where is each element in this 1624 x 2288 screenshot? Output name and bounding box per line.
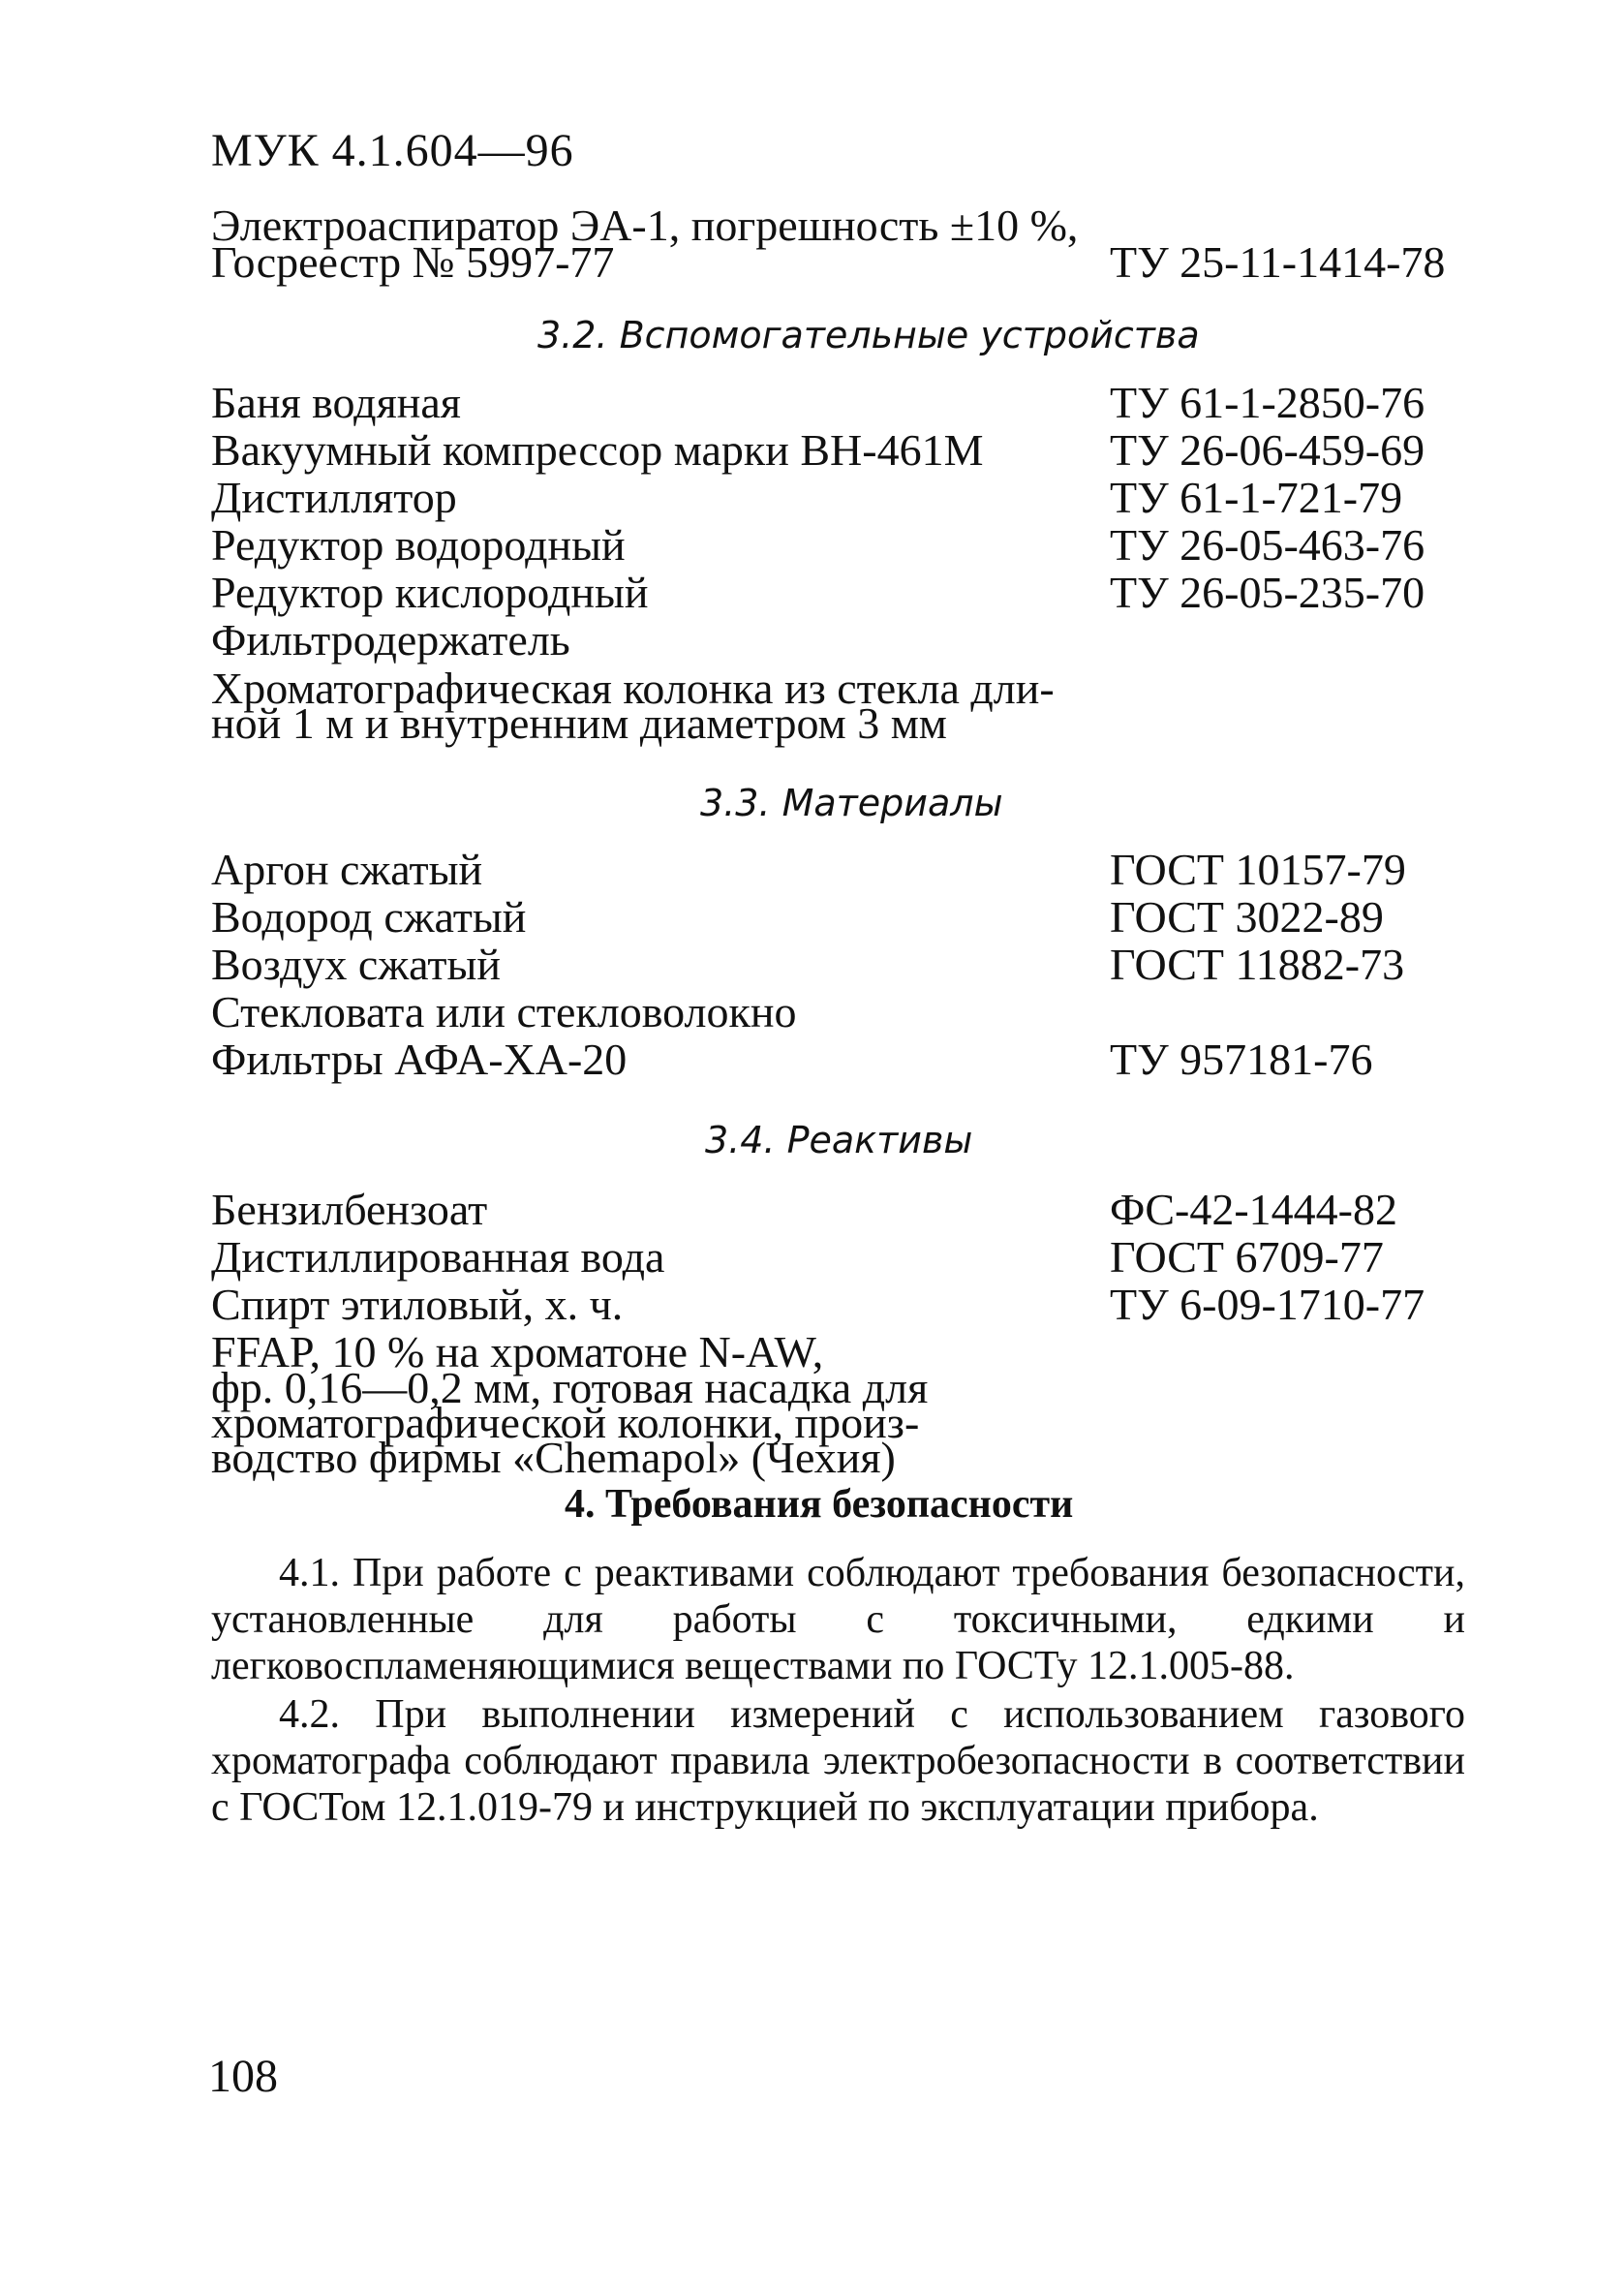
material-item-code: ГОСТ 10157-79	[1110, 845, 1406, 894]
intro-code: ТУ 25-11-1414-78	[1110, 237, 1446, 287]
auxiliary-item-name: Редуктор кислородный	[211, 568, 649, 617]
auxiliary-item-name: Редуктор водородный	[211, 520, 626, 570]
reagent-item-name: фр. 0,16—0,2 мм, готовая насадка для	[211, 1363, 929, 1412]
subsection-title-materials: 3.3. Материалы	[700, 782, 1003, 824]
auxiliary-item-code: ТУ 61-1-721-79	[1110, 473, 1403, 522]
material-item-code: ГОСТ 11882-73	[1110, 940, 1405, 989]
auxiliary-item-code: ТУ 26-06-459-69	[1110, 425, 1425, 475]
page-number: 108	[208, 2051, 278, 2102]
document-code: МУК 4.1.604—96	[211, 125, 574, 176]
reagent-item-name: Спирт этиловый, х. ч.	[211, 1280, 624, 1329]
intro-line-1: Электроаспиратор ЭА-1, погрешность ±10 %,	[211, 201, 1079, 250]
reagent-item-code: ГОСТ 6709-77	[1110, 1232, 1384, 1282]
auxiliary-item-name: Дистиллятор	[211, 473, 457, 522]
subsection-title-reagents: 3.4. Реактивы	[705, 1119, 973, 1161]
auxiliary-item-name: Баня водяная	[211, 378, 461, 427]
reagent-item-name: Бензилбензоат	[211, 1185, 488, 1234]
auxiliary-item-code: ТУ 61-1-2850-76	[1110, 378, 1425, 427]
auxiliary-item-name: Фильтродержатель	[211, 615, 570, 665]
material-item-name: Аргон сжатый	[211, 845, 483, 894]
reagent-item-code: ТУ 6-09-1710-77	[1110, 1280, 1425, 1329]
auxiliary-item-name: Хроматографическая колонка из стекла дли-	[211, 664, 1055, 713]
reagent-item-name: Дистиллированная вода	[211, 1232, 665, 1282]
material-item-name: Водород сжатый	[211, 892, 527, 942]
reagent-item-code: ФС-42-1444-82	[1110, 1185, 1397, 1234]
auxiliary-item-name: ной 1 м и внутренним диаметром 3 мм	[211, 698, 947, 748]
auxiliary-item-code: ТУ 26-05-463-76	[1110, 520, 1425, 570]
intro-line-2: Госреестр № 5997-77	[211, 237, 615, 287]
material-item-code: ТУ 957181-76	[1110, 1035, 1373, 1084]
reagent-item-name: FFAP, 10 % на хроматоне N-AW,	[211, 1327, 824, 1376]
section-title-safety: 4. Требования безопасности	[565, 1482, 1074, 1527]
auxiliary-item-name: Вакуумный компрессор марки ВН-461М	[211, 425, 984, 475]
reagent-item-name: хроматографической колонки, произ-	[211, 1398, 920, 1447]
material-item-name: Фильтры АФА-ХА-20	[211, 1035, 628, 1084]
material-item-code: ГОСТ 3022-89	[1110, 892, 1384, 942]
material-item-name: Стекловата или стекловолокно	[211, 987, 797, 1036]
safety-paragraph: 4.1. При работе с реактивами соблюдают требования безопасности, установленные для работы с токсичными, едкими и легковоспламеняющимися веществами по ГОСТу 12.1.005-88.	[211, 1551, 1465, 1688]
reagent-item-name: водство фирмы «Chemapol» (Чехия)	[211, 1433, 896, 1482]
subsection-title-auxiliary: 3.2. Вспомогательные устройства	[537, 314, 1200, 356]
material-item-name: Воздух сжатый	[211, 940, 501, 989]
safety-paragraph: 4.2. При выполнении измерений с использованием газового хроматографа соблюдают правила электробезопасности в соответствии с ГОСТом 12.1.019-79 и инструкцией по эксплуатации прибора.	[211, 1692, 1465, 1830]
auxiliary-item-code: ТУ 26-05-235-70	[1110, 568, 1425, 617]
